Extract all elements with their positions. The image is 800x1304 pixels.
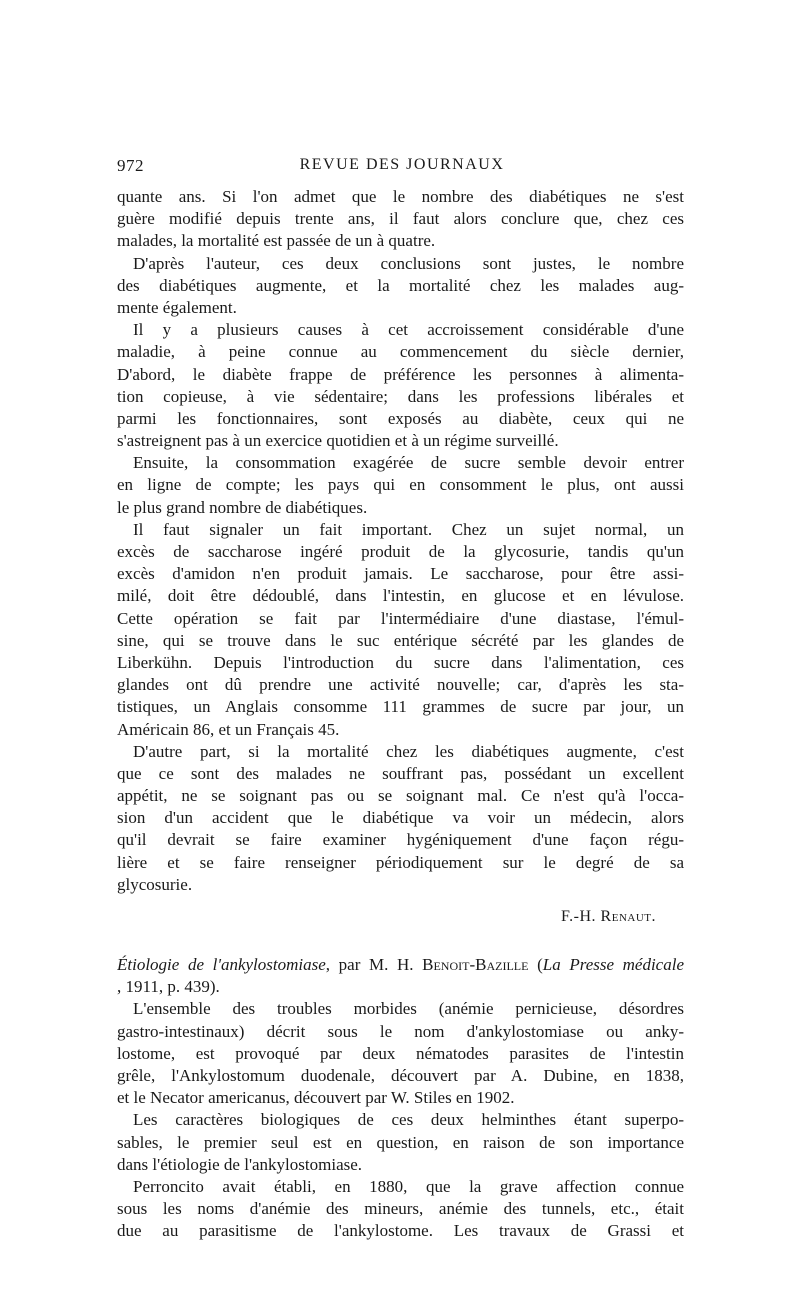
article-reference-cont: , 1911, p. 439).	[117, 977, 220, 997]
text-line: Américain 86, et un Français 45.	[117, 719, 340, 739]
text-line: que ce sont des malades ne souffrant pas, possédant un excellent	[117, 763, 684, 783]
text-line: qu'il devrait se faire examiner hygéniquement d'une façon régu-	[117, 830, 684, 850]
text-line: s'astreignent pas à un exercice quotidien et à un régime surveillé.	[117, 431, 559, 451]
reference-journal: La Presse médicale	[542, 955, 684, 974]
text-line: glandes ont dû prendre une activité nouvelle; car, d'après les sta-	[117, 675, 684, 695]
text-line: le plus grand nombre de diabétiques.	[117, 497, 368, 517]
text-line: due au parasitisme de l'ankylostome. Les travaux de Grassi et	[117, 1221, 684, 1241]
text-line: des diabétiques augmente, et la mortalité chez les malades aug-	[117, 275, 684, 295]
text-line: excès d'amidon n'en produit jamais. Le saccharose, pour être assi-	[117, 564, 684, 584]
article-title: Étiologie de l'ankylostomiase	[117, 955, 326, 974]
reference-open: (	[528, 955, 543, 974]
text-line: maladie, à peine connue au commencement du siècle dernier,	[117, 342, 684, 362]
text-line: excès de saccharose ingéré produit de la glycosurie, tandis qu'un	[117, 542, 684, 561]
text-line: appétit, ne se soignant pas ou se soignant mal. Ce n'est qu'à l'occa-	[117, 786, 684, 806]
page-number: 972	[117, 156, 144, 175]
text-line: tistiques, un Anglais consomme 111 grammes de sucre par jour, un	[117, 697, 684, 717]
text-line: sine, qui se trouve dans le suc entérique sécrété par les glandes de	[117, 630, 684, 650]
text-line: tion copieuse, à vie sédentaire; dans les professions libérales et	[117, 386, 684, 406]
text-line: lostome, est provoqué par deux nématodes parasites de l'intestin	[117, 1043, 684, 1063]
text-line: mente également.	[117, 297, 237, 317]
text-line: Ensuite, la consommation exagérée de sucre semble devoir entrer	[133, 453, 684, 473]
text-line: glycosurie.	[117, 874, 193, 894]
text-line: Liberkühn. Depuis l'introduction du sucre dans l'alimentation, ces	[117, 652, 684, 672]
text-line: lière et se faire renseigner périodiquement sur le degré de sa	[117, 852, 684, 872]
reference-by: , par M. H.	[325, 955, 423, 974]
author-signature: F.-H. Renaut.	[561, 908, 656, 925]
text-line: L'ensemble des troubles morbides (anémie pernicieuse, désordres	[133, 999, 684, 1019]
text-column	[117, 186, 684, 1242]
text-line: grêle, l'Ankylostomum duodenale, découvert par A. Dubine, en 1838,	[117, 1065, 684, 1085]
text-line: parmi les fonctionnaires, sont exposés au diabète, ceux qui ne	[117, 408, 684, 428]
page-header	[117, 156, 687, 180]
text-line: D'autre part, si la mortalité chez les diabétiques augmente, c'est	[133, 741, 684, 761]
text-line: Il faut signaler un fait important. Chez un sujet normal, un	[133, 519, 684, 539]
text-line: dans l'étiologie de l'ankylostomiase.	[117, 1154, 363, 1174]
article-reference	[117, 954, 684, 976]
reference-author: Benoit-Bazille	[422, 955, 529, 974]
running-head: REVUE DES JOURNAUX	[299, 156, 505, 173]
text-line: Il y a plusieurs causes à cet accroissement considérable d'une	[133, 320, 684, 340]
text-line: Les caractères biologiques de ces deux helminthes étant superpo-	[133, 1110, 684, 1130]
text-line: Perroncito avait établi, en 1880, que la grave affection connue	[133, 1176, 684, 1196]
article-1-body	[117, 186, 684, 896]
text-line: sables, le premier seul est en question, en raison de son importance	[117, 1132, 684, 1152]
text-line: D'après l'auteur, ces deux conclusions sont justes, le nombre	[133, 253, 684, 273]
text-line: sion d'un accident que le diabétique va voir un médecin, alors	[117, 808, 684, 828]
article-2	[117, 954, 684, 1242]
text-line: gastro-intestinaux) décrit sous le nom d'ankylostomiase ou anky-	[117, 1021, 684, 1041]
text-line: Cette opération se fait par l'intermédiaire d'une diastase, l'émul-	[117, 608, 684, 628]
section-gap	[117, 934, 684, 954]
text-line: guère modifié depuis trente ans, il faut alors conclure que, chez ces	[117, 209, 684, 229]
text-line: sous les noms d'anémie des mineurs, anémie des tunnels, etc., était	[117, 1199, 684, 1219]
text-line: et le Necator americanus, découvert par W. Stiles en 1902.	[117, 1088, 515, 1108]
text-line: quante ans. Si l'on admet que le nombre des diabétiques ne s'est	[117, 187, 684, 206]
text-line: malades, la mortalité est passée de un à quatre.	[117, 231, 436, 251]
text-line: milé, doit être dédoublé, dans l'intestin, en glucose et en lévulose.	[117, 586, 684, 606]
text-line: en ligne de compte; les pays qui en consomment le plus, ont aussi	[117, 475, 684, 495]
text-line: D'abord, le diabète frappe de préférence les personnes à alimenta-	[117, 364, 684, 384]
